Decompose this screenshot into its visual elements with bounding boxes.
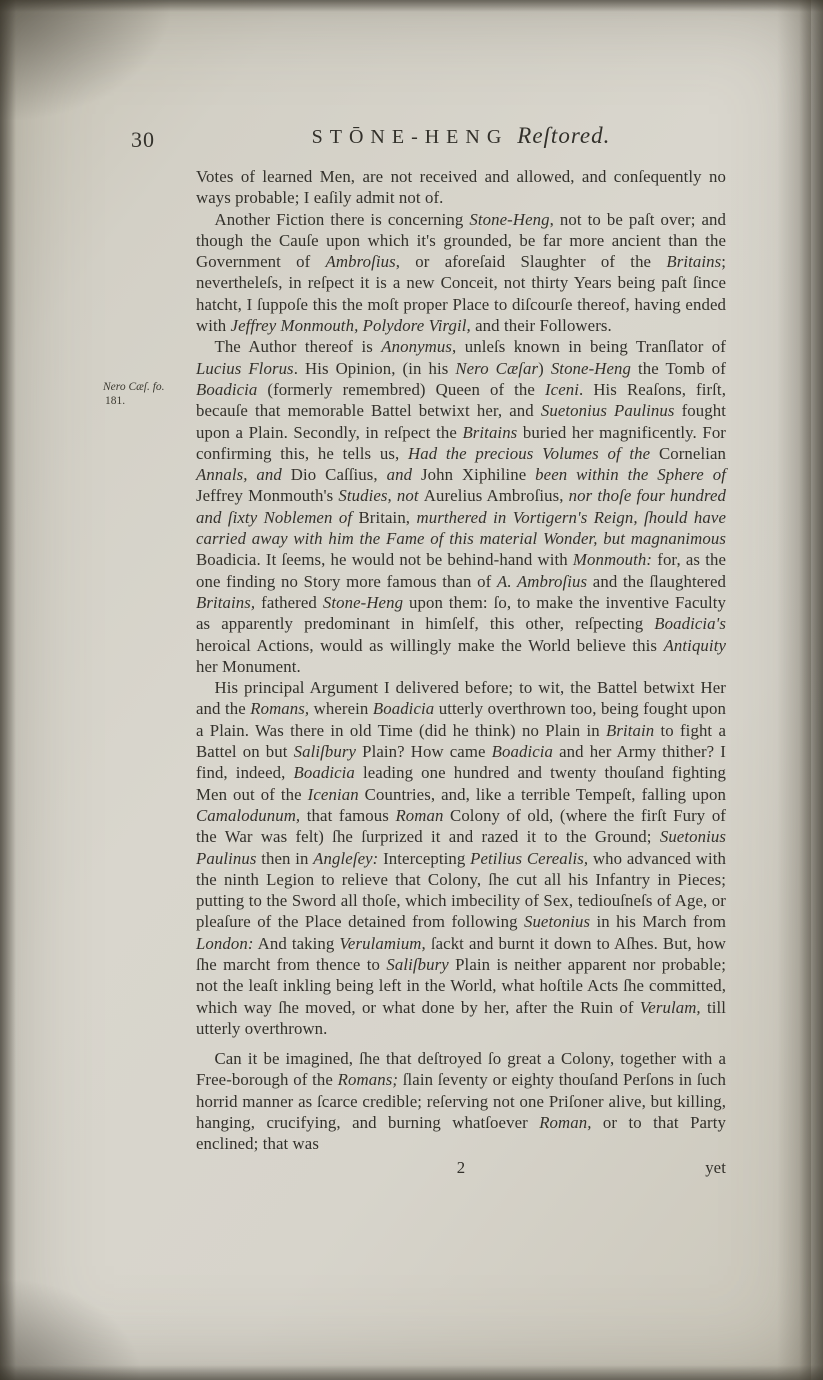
- catchword: yet: [705, 1157, 726, 1177]
- roman-text: Britain,: [358, 507, 417, 527]
- roman-text: buried her magnificently. For confirming this, he tells us,: [196, 422, 726, 463]
- italic-text: Romans,: [250, 699, 310, 719]
- italic-text: Boadicia: [491, 742, 554, 762]
- italic-text: Romans;: [337, 1070, 399, 1090]
- italic-text: A. Ambroſius: [496, 571, 588, 591]
- page-edge-shadow-right: [799, 0, 823, 1380]
- page-edge-shadow-bottom: [0, 1365, 823, 1380]
- italic-text: Roman: [395, 805, 444, 825]
- roman-text: ; nevertheleſs, in reſpect it is a new Conceit, not thirty Years being paſt ſince hatcht, I ſuppoſe this the moſt proper Place to diſcourſe thereof, having ended with: [196, 252, 726, 336]
- page-edge-shadow-left: [0, 0, 16, 1380]
- roman-text: John Xiphiline: [420, 465, 536, 485]
- italic-text: Petilius Cerealis,: [470, 848, 589, 868]
- header-title-italic: Reſtored.: [517, 123, 611, 148]
- roman-text: the Tomb of: [631, 358, 726, 378]
- italic-text: Camalodunum,: [196, 805, 301, 825]
- roman-text: Colony of old, (where the firſt Fury of the War was felt) ſhe ſurprized it and razed it to the Ground;: [196, 805, 726, 847]
- roman-text: utterly overthrown too, being fought upon a Plain. Was there in old Time (did he think) no Plain in: [196, 699, 727, 740]
- header-title-caps: STŌNE-HENG: [311, 126, 509, 148]
- roman-text: His principal Argument I delivered before; to wit, the Battel betwixt Her and the: [196, 678, 726, 719]
- roman-text: then in: [256, 848, 314, 868]
- roman-text: Can it be imagined, ſhe that deſtroyed ſo great a Colony, together with a Free-borough of the: [196, 1049, 726, 1090]
- roman-text: Plain is neither apparent nor probable; not the leaſt inkling being left in the World, what hoſtile Acts ſhe committed, which way ſhe moved, or what done by her, after the Ruin of: [196, 954, 726, 1017]
- italic-text: Antiquity: [663, 635, 726, 655]
- italic-text: Boadicia's: [654, 614, 726, 634]
- page-fold-shadow-right: [777, 0, 811, 1380]
- margin-note-folio: 181.: [105, 395, 126, 407]
- page-corner-shadow-bottom-left: [0, 1280, 140, 1380]
- italic-text: Boadicia: [293, 763, 355, 783]
- roman-text: in his March from: [590, 912, 726, 932]
- roman-text: . His Reaſons, firſt, becauſe that memorable Battel betwixt her, and: [196, 379, 726, 421]
- italic-text: Britains,: [196, 592, 256, 612]
- roman-text: ſackt and burnt it down to Aſhes. But, how ſhe marcht from thence to: [196, 933, 726, 974]
- roman-text: Jeffrey Monmouth's: [196, 486, 339, 506]
- roman-text: ): [538, 358, 551, 378]
- roman-text: fathered: [255, 592, 323, 612]
- italic-text: Britains: [666, 252, 722, 272]
- italic-text: Stone-Heng: [550, 358, 632, 378]
- italic-text: Boadicia: [372, 699, 435, 719]
- italic-text: Britains: [462, 422, 518, 442]
- italic-text: Ambroſius: [325, 252, 396, 272]
- italic-text: Suetonius Paulinus: [196, 827, 726, 868]
- italic-text: Saliſbury: [293, 742, 357, 762]
- italic-text: nor thoſe four hundred and ſixty Noblemen of: [196, 486, 727, 527]
- roman-text: upon them: ſo, to make the inventive Faculty as apparently predominant in himſelf, this other, reſpecting: [196, 592, 726, 634]
- italic-text: Stone-Heng: [469, 209, 550, 229]
- roman-text: to fight a Battel on but: [196, 720, 726, 762]
- roman-text: wherein: [309, 699, 373, 719]
- page-content: [196, 166, 726, 1178]
- italic-text: Stone-Heng: [322, 592, 404, 612]
- roman-text: , not to be paſt over; and though the Cauſe upon which it's grounded, be far more ancient than the Government of: [196, 209, 726, 272]
- roman-text: , or aforeſaid Slaughter of the: [395, 252, 667, 272]
- italic-text: Anonymus: [381, 337, 453, 357]
- italic-text: Iceni: [544, 379, 580, 399]
- roman-text: who advanced with the ninth Legion to relieve that Colony, ſhe cut all his Infantry in Pieces; putting to the Sword all thoſe, which imbecility of Sex, tediouſneſs of Age, or pleaſure of the Place detained from following: [196, 848, 726, 932]
- page-corner-shadow-top-left: [0, 0, 170, 120]
- body-text: [196, 166, 726, 1155]
- roman-text: leading one hundred and twenty thouſand fighting Men out of the: [196, 763, 726, 804]
- roman-text: for, as the one finding no Story more famous than of: [196, 550, 727, 591]
- italic-text: Had the precious Volumes of the: [408, 443, 659, 463]
- italic-text: Verulamium,: [339, 933, 426, 953]
- roman-text: Cornelian: [658, 443, 727, 463]
- italic-text: and: [386, 465, 421, 485]
- roman-text: And taking: [253, 933, 340, 953]
- italic-text: Angleſey:: [313, 848, 379, 868]
- italic-text: Saliſbury: [386, 954, 449, 974]
- roman-text: and their Followers.: [470, 316, 612, 336]
- margin-note-citation: Nero Cæſ. fo.: [103, 381, 165, 393]
- roman-text: till utterly overthrown.: [196, 997, 726, 1038]
- italic-text: Jeffrey Monmouth, Polydore Virgil,: [230, 316, 471, 336]
- paragraph: [196, 677, 726, 1039]
- italic-text: Roman,: [539, 1113, 592, 1133]
- header-title: [196, 123, 726, 149]
- footer-line: [196, 1157, 726, 1178]
- italic-text: Britain: [605, 720, 655, 740]
- italic-text: murthered in Vortigern's Reign, ſhould have carried away with him the Fame of this material Wonder, but magnanimous: [196, 507, 726, 549]
- italic-text: Verulam,: [639, 997, 701, 1017]
- italic-text: Suetonius Paulinus: [540, 401, 675, 421]
- roman-text: Dio Caſſius,: [290, 465, 387, 485]
- roman-text: ſlain ſeventy or eighty thouſand Perſons in ſuch horrid manner as ſcarce credible; reſerving not one Priſoner alive, but killing, hanging, crucifying, and burning whatſoever: [196, 1070, 727, 1133]
- roman-text: fought upon a Plain. Secondly, in reſpect the: [196, 401, 726, 442]
- italic-text: London:: [196, 933, 254, 953]
- roman-text: Boadicia. It ſeems, he would not be behind-hand with: [196, 550, 573, 570]
- roman-text: . His Opinion, (in his: [293, 358, 456, 378]
- roman-text: Countries, and, like a terrible Tempeſt, falling upon: [358, 784, 727, 804]
- running-header: [0, 123, 823, 152]
- page-edge-shadow-top: [0, 0, 823, 12]
- roman-text: Votes of learned Men, are not received and allowed, and conſequently no ways probable; I eaſily admit not of.: [196, 167, 726, 208]
- roman-text: or to that Party enclined; that was: [196, 1113, 726, 1154]
- italic-text: Monmouth:: [572, 550, 653, 570]
- italic-text: been within the Sphere of: [535, 465, 727, 485]
- roman-text: and her Army thither? I find, indeed,: [196, 742, 726, 783]
- roman-text: (formerly remembred) Queen of the: [257, 379, 545, 399]
- paragraph: [196, 1048, 726, 1154]
- italic-text: Nero Cæſar: [455, 358, 539, 378]
- roman-text: her Monument.: [196, 656, 301, 676]
- roman-text: The Author thereof is: [214, 337, 382, 357]
- italic-text: Annals, and: [196, 465, 291, 485]
- italic-text: Lucius Florus: [196, 358, 294, 378]
- italic-text: Suetonius: [523, 912, 591, 932]
- paragraph: [196, 166, 726, 209]
- margin-note: [103, 380, 191, 408]
- roman-text: , unleſs known in being Tranſlator of: [452, 337, 726, 357]
- page-number: 30: [131, 127, 155, 152]
- signature-mark: 2: [456, 1157, 466, 1177]
- italic-text: Boadicia: [196, 379, 258, 399]
- italic-text: Icenian: [307, 784, 359, 804]
- roman-text: Intercepting: [378, 848, 471, 868]
- paragraph: [196, 209, 726, 337]
- roman-text: that famous: [300, 805, 396, 825]
- roman-text: heroical Actions, would as willingly make the World believe this: [196, 635, 664, 655]
- italic-text: Studies, not: [338, 486, 424, 506]
- roman-text: Another Fiction there is concerning: [214, 209, 470, 229]
- roman-text: Plain? How came: [356, 742, 492, 762]
- roman-text: Aurelius Ambroſius,: [423, 486, 569, 506]
- roman-text: and the ſlaughtered: [587, 571, 726, 591]
- paragraph: [196, 336, 726, 677]
